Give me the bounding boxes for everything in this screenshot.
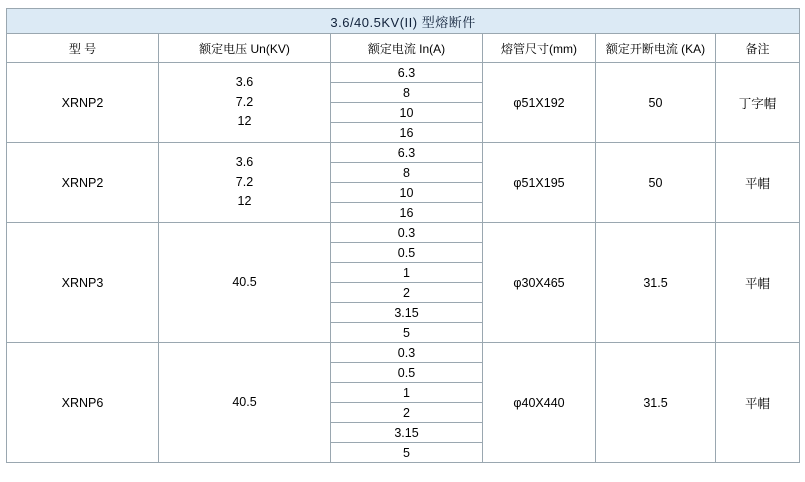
cell-model: XRNP3 bbox=[7, 223, 159, 343]
voltage-value: 12 bbox=[237, 194, 252, 209]
current-value: 6.3 bbox=[331, 63, 482, 83]
table-row bbox=[7, 143, 800, 223]
column-header-tube-size: 熔管尺寸(mm) bbox=[483, 34, 596, 63]
cell-rated-current bbox=[331, 143, 483, 223]
cell-model: XRNP6 bbox=[7, 343, 159, 463]
table-header-row bbox=[7, 34, 800, 63]
current-value: 0.5 bbox=[331, 363, 482, 383]
table-title-row bbox=[7, 9, 800, 34]
cell-tube-size: φ40X440 bbox=[483, 343, 596, 463]
cell-rated-voltage bbox=[159, 223, 331, 343]
cell-remark: 平帽 bbox=[716, 223, 800, 343]
cell-rated-voltage bbox=[159, 63, 331, 143]
cell-tube-size: φ51X192 bbox=[483, 63, 596, 143]
cell-model: XRNP2 bbox=[7, 63, 159, 143]
cell-remark: 平帽 bbox=[716, 143, 800, 223]
cell-breaking-current: 50 bbox=[596, 63, 716, 143]
cell-model: XRNP2 bbox=[7, 143, 159, 223]
table-row bbox=[7, 63, 800, 143]
current-value: 0.5 bbox=[331, 243, 482, 263]
current-value: 16 bbox=[399, 125, 414, 140]
cell-tube-size: φ51X195 bbox=[483, 143, 596, 223]
voltage-value: 12 bbox=[237, 114, 252, 129]
current-value: 0.3 bbox=[331, 343, 482, 363]
table-row bbox=[7, 343, 800, 463]
column-header-model: 型 号 bbox=[7, 34, 159, 63]
current-value: 10 bbox=[331, 183, 482, 203]
cell-remark: 平帽 bbox=[716, 343, 800, 463]
cell-rated-current bbox=[331, 223, 483, 343]
current-value: 1 bbox=[331, 383, 482, 403]
column-header-remark: 备注 bbox=[716, 34, 800, 63]
cell-breaking-current: 50 bbox=[596, 143, 716, 223]
current-value: 0.3 bbox=[331, 223, 482, 243]
voltage-value: 40.5 bbox=[232, 274, 257, 289]
fuse-specification-table bbox=[6, 8, 800, 463]
current-value: 3.15 bbox=[331, 303, 482, 323]
current-value: 16 bbox=[399, 205, 414, 220]
voltage-value: 7.2 bbox=[235, 94, 254, 109]
voltage-value: 40.5 bbox=[232, 394, 257, 409]
cell-remark: 丁字帽 bbox=[716, 63, 800, 143]
current-value: 8 bbox=[331, 83, 482, 103]
page-title: 3.6/40.5KV(II) 型熔断件 bbox=[7, 9, 800, 34]
voltage-value: 3.6 bbox=[235, 155, 254, 170]
cell-tube-size: φ30X465 bbox=[483, 223, 596, 343]
column-header-rated-voltage: 额定电压 Un(KV) bbox=[159, 34, 331, 63]
current-value: 8 bbox=[331, 163, 482, 183]
cell-rated-voltage bbox=[159, 343, 331, 463]
cell-rated-voltage bbox=[159, 143, 331, 223]
column-header-rated-current: 额定电流 In(A) bbox=[331, 34, 483, 63]
current-value: 1 bbox=[331, 263, 482, 283]
voltage-value: 3.6 bbox=[235, 75, 254, 90]
current-value: 6.3 bbox=[331, 143, 482, 163]
table-row bbox=[7, 223, 800, 343]
current-value: 10 bbox=[331, 103, 482, 123]
current-value: 3.15 bbox=[331, 423, 482, 443]
current-value: 2 bbox=[331, 283, 482, 303]
current-value: 5 bbox=[403, 325, 410, 340]
column-header-breaking-current: 额定开断电流 (KA) bbox=[596, 34, 716, 63]
current-value: 2 bbox=[331, 403, 482, 423]
voltage-value: 7.2 bbox=[235, 174, 254, 189]
cell-breaking-current: 31.5 bbox=[596, 223, 716, 343]
cell-breaking-current: 31.5 bbox=[596, 343, 716, 463]
cell-rated-current bbox=[331, 343, 483, 463]
current-value: 5 bbox=[403, 445, 410, 460]
cell-rated-current bbox=[331, 63, 483, 143]
